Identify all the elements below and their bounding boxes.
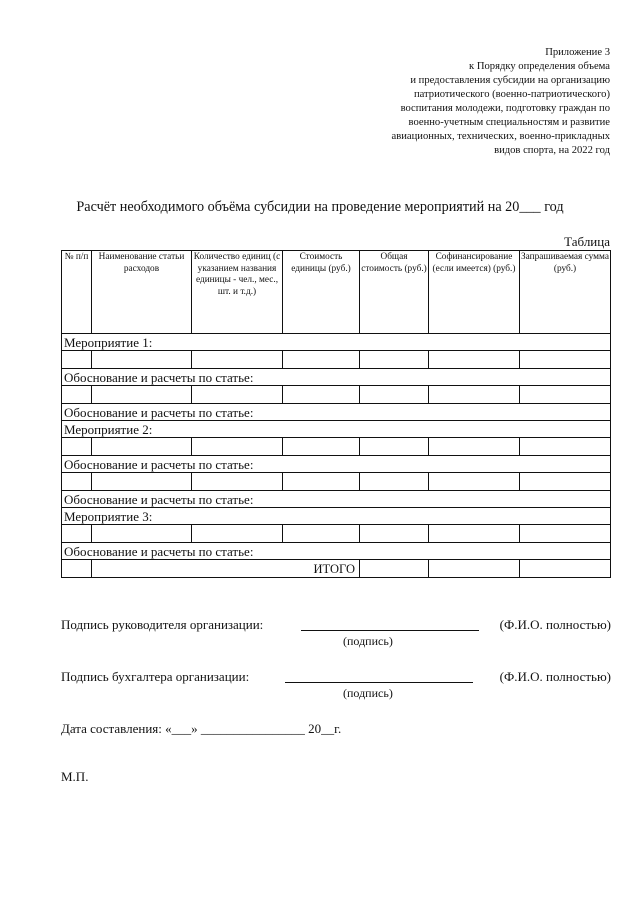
subsidy-table (61, 250, 611, 578)
event-2-label: Мероприятие 2: (62, 421, 611, 438)
cell[interactable] (283, 351, 360, 369)
header-cofinancing: Софинансирование (если имеется) (руб.) (429, 251, 520, 334)
table-row (62, 473, 611, 491)
appendix-line: воспитания молодежи, подготовку граждан по (400, 103, 610, 114)
table-label: Таблица (564, 234, 610, 249)
cell[interactable] (283, 386, 360, 404)
total-row (62, 560, 611, 578)
section-row (62, 508, 611, 525)
cell[interactable] (62, 438, 92, 456)
table-row (62, 438, 611, 456)
date-line: Дата составления: «___» ________________ 20__г. (61, 721, 342, 736)
appendix-line: авиационных, технических, военно-прикладных (391, 131, 610, 142)
cell[interactable] (92, 438, 192, 456)
table-header-row (62, 251, 611, 334)
section-row (62, 543, 611, 560)
cell[interactable] (429, 438, 520, 456)
appendix-caption (320, 46, 610, 158)
cell[interactable] (192, 351, 283, 369)
cell[interactable] (92, 473, 192, 491)
cell[interactable] (360, 438, 429, 456)
head-signature-field[interactable] (301, 617, 479, 631)
stamp-place: М.П. (61, 769, 89, 784)
cell[interactable] (62, 351, 92, 369)
event-3-label: Мероприятие 3: (62, 508, 611, 525)
cell[interactable] (192, 473, 283, 491)
cell[interactable] (429, 525, 520, 543)
cell[interactable] (360, 386, 429, 404)
header-item-name: Наименование статьи расходов (92, 251, 192, 334)
cell[interactable] (62, 473, 92, 491)
accountant-signature-field[interactable] (285, 669, 473, 683)
total-label: ИТОГО (92, 560, 360, 578)
cell[interactable] (62, 386, 92, 404)
head-signature-caption: (подпись) (343, 634, 393, 648)
document-title: Расчёт необходимого объёма субсидии на проведение мероприятий на 20___ год (76, 199, 564, 215)
section-row (62, 491, 611, 508)
cell[interactable] (520, 386, 611, 404)
appendix-line: Приложение 3 (545, 47, 610, 58)
cell[interactable] (520, 438, 611, 456)
cell[interactable] (360, 525, 429, 543)
head-name-note: (Ф.И.О. полностью) (499, 617, 611, 632)
cell[interactable] (520, 473, 611, 491)
cell[interactable] (283, 525, 360, 543)
cell[interactable] (92, 351, 192, 369)
accountant-signature-line (61, 669, 611, 685)
justification-label: Обоснование и расчеты по статье: (62, 456, 611, 473)
head-signature-line (61, 617, 611, 633)
accountant-name-note: (Ф.И.О. полностью) (499, 669, 611, 684)
header-number: № п/п (62, 251, 92, 334)
cell[interactable] (92, 386, 192, 404)
section-row (62, 369, 611, 386)
table-row (62, 386, 611, 404)
cell[interactable] (520, 351, 611, 369)
total-requested-cell[interactable] (520, 560, 611, 578)
header-requested-sum: Запрашиваемая сумма (руб.) (520, 251, 611, 334)
justification-label: Обоснование и расчеты по статье: (62, 543, 611, 560)
cell[interactable] (283, 438, 360, 456)
accountant-signature-label: Подпись бухгалтера организации: (61, 669, 250, 684)
cell[interactable] (520, 525, 611, 543)
cell (62, 560, 92, 578)
justification-label: Обоснование и расчеты по статье: (62, 369, 611, 386)
section-row (62, 456, 611, 473)
appendix-line: патриотического (военно-патриотического) (413, 89, 610, 100)
cell[interactable] (429, 351, 520, 369)
cell[interactable] (192, 525, 283, 543)
cell[interactable] (429, 386, 520, 404)
section-row (62, 334, 611, 351)
justification-label: Обоснование и расчеты по статье: (62, 404, 611, 421)
total-cofinancing-cell[interactable] (429, 560, 520, 578)
cell[interactable] (283, 473, 360, 491)
table-row (62, 351, 611, 369)
cell[interactable] (360, 351, 429, 369)
cell[interactable] (62, 525, 92, 543)
cell[interactable] (92, 525, 192, 543)
header-quantity: Количество единиц (с указанием названия единицы - чел., мес., шт. и т.д.) (192, 251, 283, 334)
table-row (62, 525, 611, 543)
cell[interactable] (192, 438, 283, 456)
appendix-line: и предоставления субсидии на организацию (410, 75, 610, 86)
justification-label: Обоснование и расчеты по статье: (62, 491, 611, 508)
cell[interactable] (192, 386, 283, 404)
total-cost-cell[interactable] (360, 560, 429, 578)
header-unit-cost: Стоимость единицы (руб.) (283, 251, 360, 334)
cell[interactable] (429, 473, 520, 491)
cell[interactable] (360, 473, 429, 491)
section-row (62, 404, 611, 421)
section-row (62, 421, 611, 438)
head-signature-label: Подпись руководителя организации: (61, 617, 264, 632)
header-total-cost: Общая стоимость (руб.) (360, 251, 429, 334)
appendix-line: к Порядку определения объема (469, 61, 610, 72)
appendix-line: военно-учетным специальностям и развитие (408, 117, 610, 128)
event-1-label: Мероприятие 1: (62, 334, 611, 351)
appendix-line: видов спорта, на 2022 год (494, 145, 610, 156)
accountant-signature-caption: (подпись) (343, 686, 393, 700)
